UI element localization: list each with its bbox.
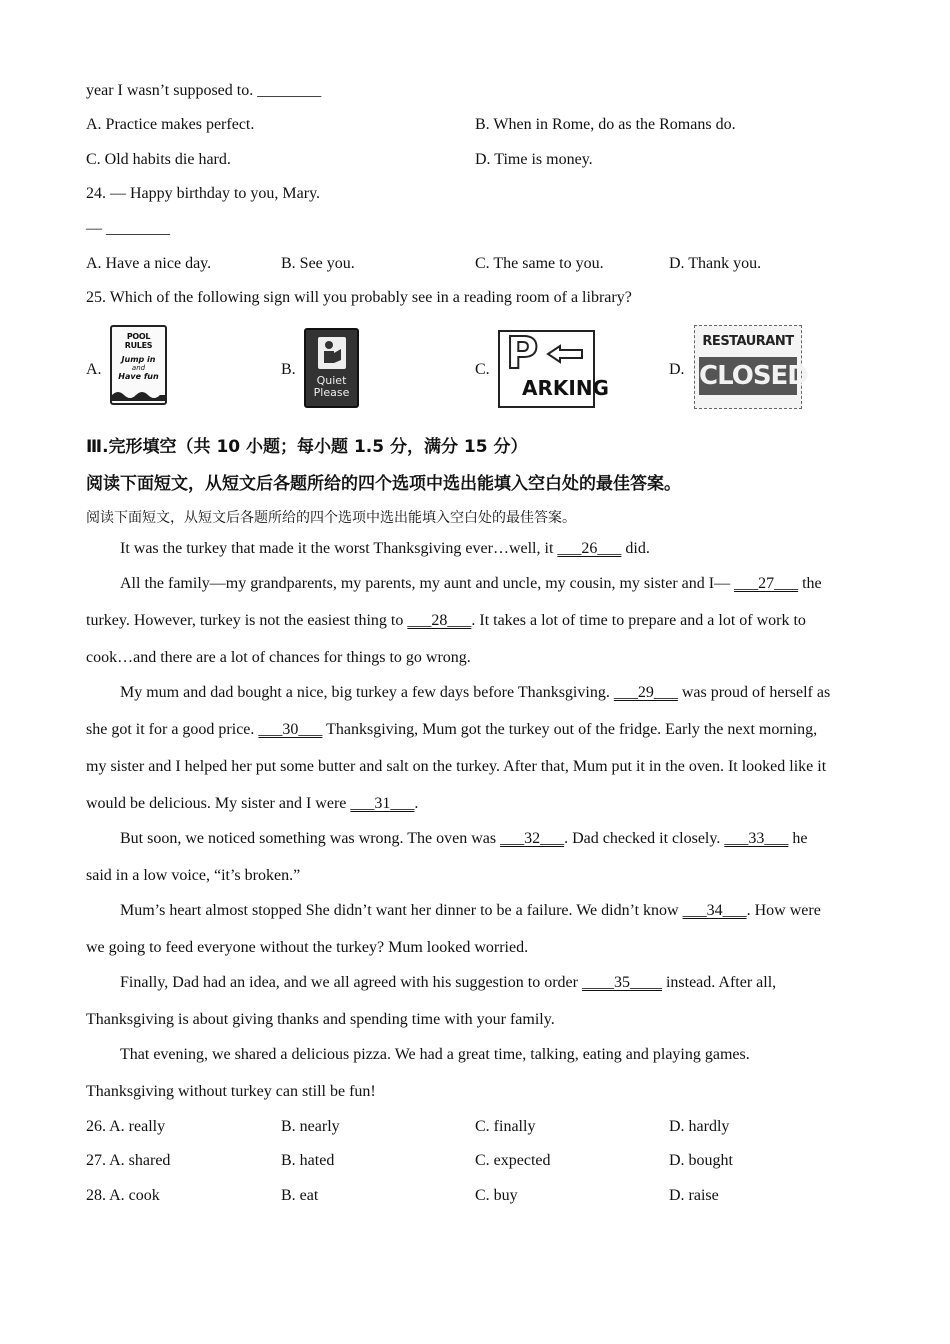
passage-line: my sister and I helped her put some butter and salt on the turkey. After that, Mum put it in the oven. It looked like it: [86, 758, 827, 775]
arrow-left-icon: [546, 344, 584, 364]
q23-option-d: D. Time is money.: [475, 151, 593, 168]
q25-option-b-label: B.: [281, 361, 296, 378]
blank-29: ___29___: [613, 684, 678, 701]
sign-c-line2: ARKING: [522, 376, 609, 400]
q23-option-c: C. Old habits die hard.: [86, 151, 231, 168]
passage-text: the: [798, 575, 822, 592]
passage-text: he: [788, 830, 808, 847]
wave-icon: [112, 387, 165, 401]
passage-line: [120, 575, 822, 593]
restaurant-closed-sign: [694, 325, 808, 409]
section-instruction-bold: 阅读下面短文，从短文后各题所给的四个选项中选出能填入空白处的最佳答案。: [86, 474, 681, 494]
blank-32: ___32___: [500, 830, 565, 847]
sign-b-line1: Quiet: [316, 374, 347, 387]
passage-line: Thanksgiving without turkey can still be fun!: [86, 1083, 376, 1100]
passage-text: All the family—my grandparents, my parents, my aunt and uncle, my cousin, my sister and I—: [120, 575, 735, 592]
blank-30: ___30___: [258, 721, 323, 738]
blank-27: ___27___: [734, 575, 799, 592]
passage-text: she got it for a good price.: [86, 721, 259, 738]
passage-line: [86, 721, 817, 739]
passage-text: My mum and dad bought a nice, big turkey a few days before Thanksgiving.: [120, 684, 614, 701]
sign-d-line1: RESTAURANT: [702, 334, 794, 349]
q24-option-c: C. The same to you.: [475, 255, 604, 272]
passage-text: Thanksgiving, Mum got the turkey out of the fridge. Early the next morning,: [322, 721, 818, 738]
passage-text: turkey. However, turkey is not the easiest thing to: [86, 612, 408, 629]
reader-icon: [317, 336, 347, 370]
passage-text: did.: [621, 540, 650, 557]
q27-option-c: C. expected: [475, 1152, 551, 1169]
q28-option-d: D. raise: [669, 1187, 719, 1204]
passage-text: instead. After all,: [661, 974, 777, 991]
q25-option-a-label: A.: [86, 361, 102, 378]
passage-text: was proud of herself as: [677, 684, 831, 701]
q25-stem: 25. Which of the following sign will you probably see in a reading room of a library?: [86, 289, 632, 306]
q25-option-d-label: D.: [669, 361, 685, 378]
blank-26: ___26___: [557, 540, 622, 557]
passage-line: [86, 612, 806, 630]
passage-line: [120, 902, 821, 920]
blank-34: ___34___: [682, 902, 747, 919]
passage-line: [120, 830, 807, 848]
sign-a-line2: Jump in: [121, 355, 156, 364]
q27-option-a: 27. A. shared: [86, 1152, 171, 1169]
section-instruction: 阅读下面短文，从短文后各题所给的四个选项中选出能填入空白处的最佳答案。: [86, 510, 576, 526]
passage-line: [120, 684, 830, 702]
q28-option-b: B. eat: [281, 1187, 319, 1204]
q28-option-a: 28. A. cook: [86, 1187, 160, 1204]
sign-d-line2: CLOSED: [699, 357, 797, 395]
q24-option-d: D. Thank you.: [669, 255, 762, 272]
section-heading: Ⅲ.完形填空（共 10 小题；每小题 1.5 分，满分 15 分）: [86, 437, 528, 457]
q26-option-b: B. nearly: [281, 1118, 340, 1135]
q26-option-a: 26. A. really: [86, 1118, 166, 1135]
pool-rules-sign: [110, 325, 167, 405]
q23-option-b: B. When in Rome, do as the Romans do.: [475, 116, 736, 133]
passage-text: Mum’s heart almost stopped She didn’t want her dinner to be a failure. We didn’t know: [120, 902, 683, 919]
q24-option-b: B. See you.: [281, 255, 355, 272]
passage-text: . How were: [746, 902, 821, 919]
passage-line: said in a low voice, “it’s broken.”: [86, 867, 301, 884]
q27-option-b: B. hated: [281, 1152, 335, 1169]
passage-text: It was the turkey that made it the worst Thanksgiving ever…well, it: [120, 540, 558, 557]
q24-reply: — ________: [86, 220, 170, 237]
q26-option-c: C. finally: [475, 1118, 536, 1135]
q24-stem: 24. — Happy birthday to you, Mary.: [86, 185, 321, 202]
q25-option-c-label: C.: [475, 361, 490, 378]
passage-text: . Dad checked it closely.: [564, 830, 725, 847]
passage-line: [120, 540, 650, 558]
passage-text: .: [414, 795, 419, 812]
passage-line: [86, 795, 418, 813]
passage-line: That evening, we shared a delicious pizza. We had a great time, talking, eating and playing games.: [120, 1046, 750, 1063]
quiet-please-sign: [304, 328, 359, 408]
blank-33: ___33___: [724, 830, 789, 847]
passage-text: would be delicious. My sister and I were: [86, 795, 351, 812]
blank-35: ____35____: [581, 974, 662, 991]
sign-c-line1: P: [506, 328, 539, 379]
passage-line: Thanksgiving is about giving thanks and spending time with your family.: [86, 1011, 555, 1028]
passage-text: But soon, we noticed something was wrong. The oven was: [120, 830, 501, 847]
sign-a-line1: POOL RULES: [124, 332, 153, 350]
passage-text: . It takes a lot of time to prepare and a lot of work to: [471, 612, 806, 629]
passage-line: [120, 974, 776, 992]
q28-option-c: C. buy: [475, 1187, 518, 1204]
q24-option-a: A. Have a nice day.: [86, 255, 212, 272]
blank-28: ___28___: [407, 612, 472, 629]
q23-option-a: A. Practice makes perfect.: [86, 116, 255, 133]
parking-sign: [498, 328, 609, 408]
passage-line: cook…and there are a lot of chances for things to go wrong.: [86, 649, 471, 666]
q26-option-d: D. hardly: [669, 1118, 730, 1135]
q23-stem-tail: year I wasn’t supposed to. ________: [86, 82, 322, 99]
passage-line: we going to feed everyone without the turkey? Mum looked worried.: [86, 939, 529, 956]
sign-a-line4: Have fun: [118, 372, 159, 381]
blank-31: ___31___: [350, 795, 415, 812]
sign-a-line3: and: [131, 364, 146, 372]
sign-b-line2: Please: [313, 386, 350, 399]
q27-option-d: D. bought: [669, 1152, 733, 1169]
passage-text: Finally, Dad had an idea, and we all agreed with his suggestion to order: [120, 974, 582, 991]
